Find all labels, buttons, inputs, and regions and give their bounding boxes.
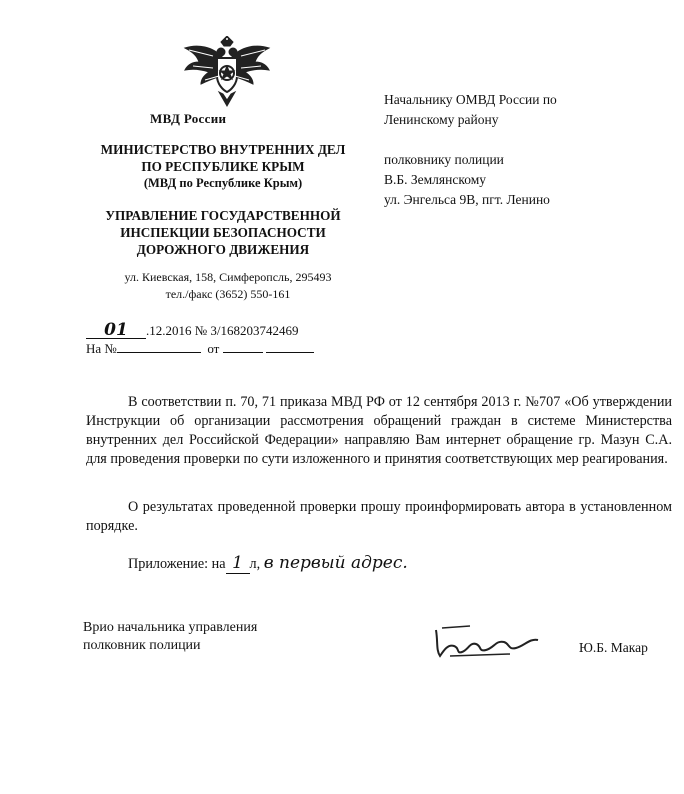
ministry-line-3: (МВД по Республике Крым) bbox=[143, 176, 303, 190]
addressee-line-2: Ленинскому району bbox=[384, 112, 499, 127]
addressee-line-4: В.Б. Землянскому bbox=[384, 172, 487, 187]
incoming-number-label: На № bbox=[86, 341, 117, 356]
directorate-line-1: УПРАВЛЕНИЕ ГОСУДАРСТВЕННОЙ bbox=[105, 208, 341, 223]
outgoing-day-handwritten: 01 bbox=[86, 322, 146, 339]
outgoing-number bbox=[86, 322, 299, 339]
addressee-line-3: полковнику полиции bbox=[384, 152, 504, 167]
body-paragraph-1: В соответствии п. 70, 71 приказа МВД РФ от 12 сентября 2013 г. №707 «Об утверждении Инструкции об организации рассмотрения обращений граждан в системе Министерства внутренних дел Российской Федерации» направляю Вам интернет обращение гр. Мазун С.А. для проведения проверки по сути изложенного и принятия соответствующих мер реагирования. bbox=[86, 394, 672, 467]
directorate-name-block bbox=[78, 207, 368, 258]
addressee-head bbox=[384, 90, 557, 130]
addressee-line-1: Начальнику ОМВД России по bbox=[384, 92, 557, 107]
agency-short-name: МВД России bbox=[150, 111, 227, 126]
directorate-line-3: ДОРОЖНОГО ДВИЖЕНИЯ bbox=[136, 242, 310, 257]
signer-title-line-1: Врио начальника управления bbox=[83, 620, 258, 635]
incoming-date-blank-2 bbox=[266, 341, 314, 353]
attachment-count: 1 bbox=[226, 553, 250, 574]
body-paragraph-2: О результатах проведенной проверки прошу проинформировать автора в установленном порядке. bbox=[86, 499, 672, 534]
address-line: ул. Киевская, 158, Симферопсль, 295493 bbox=[124, 270, 332, 284]
attachment-label: Приложение: на bbox=[128, 556, 226, 572]
outgoing-date-rest: .12.2016 № 3/16820 bbox=[146, 323, 254, 338]
incoming-number-blank bbox=[117, 341, 201, 353]
directorate-line-2: ИНСПЕКЦИИ БЕЗОПАСНОСТИ bbox=[120, 225, 326, 240]
phone-fax-line: тел./факс (3652) 550-161 bbox=[165, 287, 291, 301]
ministry-line-1: МИНИСТЕРСТВО ВНУТРЕННИХ ДЕЛ bbox=[100, 142, 346, 157]
attachment-line bbox=[128, 553, 408, 574]
incoming-reference bbox=[86, 341, 314, 357]
handwritten-signature bbox=[430, 620, 550, 662]
addressee-person bbox=[384, 150, 550, 210]
attachment-handwritten-note: в первый адрес. bbox=[263, 553, 408, 573]
incoming-date-blank-1 bbox=[223, 341, 263, 353]
outgoing-number-suffix: 3742469 bbox=[253, 323, 299, 338]
incoming-date-label: от bbox=[207, 341, 220, 356]
ministry-name-block bbox=[78, 141, 368, 192]
attachment-unit: л, bbox=[249, 556, 261, 572]
signer-title bbox=[83, 619, 257, 655]
ministry-line-2: ПО РЕСПУБЛИКЕ КРЫМ bbox=[141, 159, 305, 174]
signer-name: Ю.Б. Макар bbox=[579, 640, 648, 655]
addressee-line-5: ул. Энгельса 9В, пгт. Ленино bbox=[384, 192, 550, 207]
mvd-emblem-icon bbox=[183, 36, 271, 108]
signer-title-line-2: полковник полиции bbox=[83, 638, 201, 653]
